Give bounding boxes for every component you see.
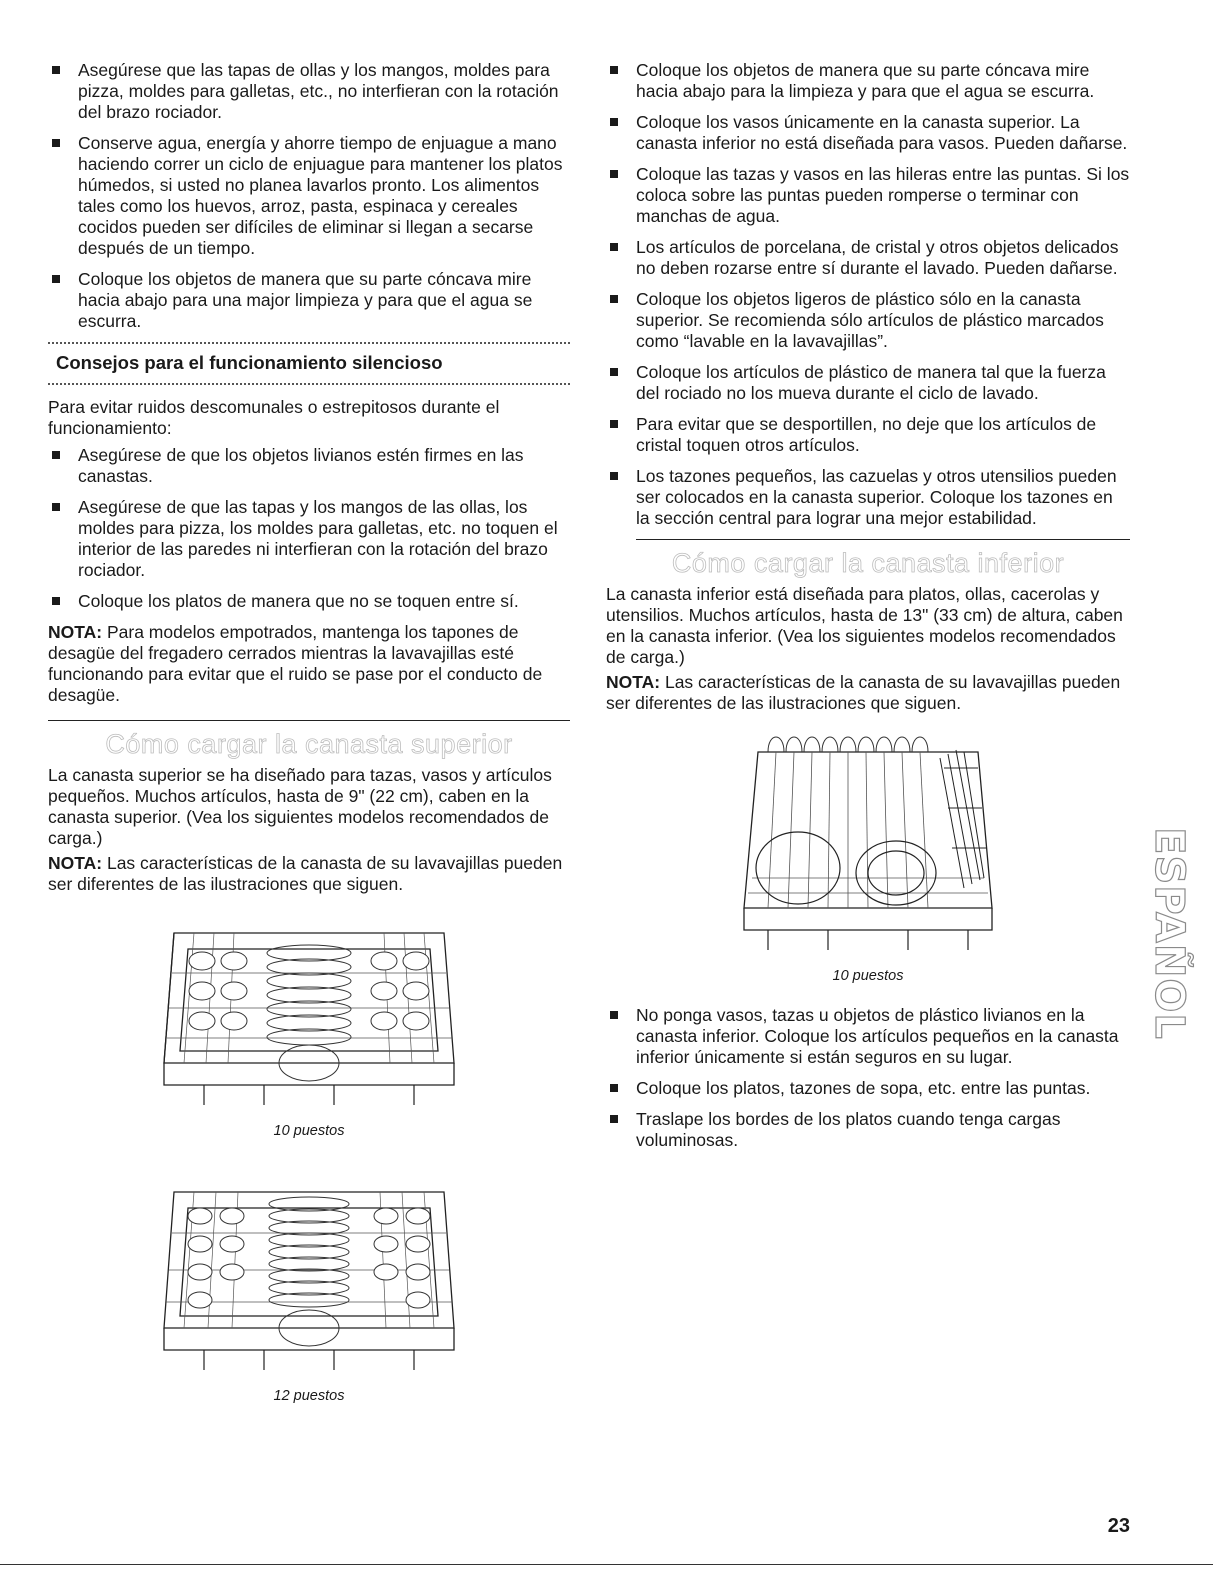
lower-rack-illustration bbox=[728, 728, 1008, 958]
list-item: Coloque los artículos de plástico de manera tal que la fuerza del rociado no los mueva durante el ciclo de lavado. bbox=[606, 362, 1130, 404]
left-column bbox=[48, 60, 570, 1407]
lower-rack-title: Cómo cargar la canasta inferior bbox=[671, 548, 1065, 578]
list-item: Coloque los vasos únicamente en la canasta superior. La canasta inferior no está diseñada para vasos. Pueden dañarse. bbox=[606, 112, 1130, 154]
footer-rule bbox=[0, 1564, 1213, 1565]
list-item: Coloque los platos de manera que no se toquen entre sí. bbox=[48, 591, 570, 612]
upper-rack-10-illustration bbox=[154, 913, 464, 1113]
nota-label: NOTA: bbox=[48, 853, 103, 873]
dotted-divider bbox=[48, 342, 570, 344]
nota-text: Las características de la canasta de su lavavajillas pueden ser diferentes de las ilustraciones que siguen. bbox=[606, 672, 1121, 713]
lower-rack-intro: La canasta inferior está diseñada para platos, ollas, cacerolas y utensilios. Muchos artículos, hasta de 13" (33 cm) de altura, caben en la canasta inferior. (Vea los siguientes modelos recomendados de carga.) bbox=[606, 584, 1123, 667]
list-item: Coloque los objetos de manera que su parte cóncava mire hacia abajo para la limpieza y para que el agua se escurra. bbox=[606, 60, 1130, 102]
upper-rack-12-illustration bbox=[154, 1178, 464, 1378]
upper-rack-title: Cómo cargar la canasta superior bbox=[105, 729, 513, 759]
figure-caption: 12 puestos bbox=[273, 1388, 345, 1404]
dotted-divider bbox=[48, 383, 570, 385]
section-divider bbox=[48, 720, 570, 721]
right-bottom-bullet-list bbox=[606, 1005, 1130, 1151]
language-side-tab bbox=[1145, 808, 1192, 1058]
list-item: No ponga vasos, tazas u objetos de plástico livianos en la canasta inferior. Coloque los artículos pequeños en la canasta inferior únicamente si están seguros en su lugar. bbox=[606, 1005, 1130, 1068]
list-item: Asegúrese de que las tapas y los mangos de las ollas, los moldes para pizza, los moldes para galletas, etc. no toquen el interior de las paredes ni interfieran con la rotación del brazo rociador. bbox=[48, 497, 570, 581]
nota-paragraph bbox=[606, 672, 1130, 714]
right-column bbox=[606, 60, 1130, 1161]
lower-rack-figure bbox=[606, 728, 1130, 987]
list-item: Coloque los platos, tazones de sopa, etc. entre las puntas. bbox=[606, 1078, 1130, 1099]
section-divider bbox=[636, 539, 1130, 540]
nota-paragraph bbox=[48, 853, 570, 895]
list-item: Traslape los bordes de los platos cuando tenga cargas voluminosas. bbox=[606, 1109, 1130, 1151]
upper-rack-12-figure bbox=[48, 1178, 570, 1407]
list-item: Los tazones pequeños, las cazuelas y otros utensilios pueden ser colocados en la canasta superior. Coloque los tazones en la sección central para lograr una mejor estabilidad. bbox=[606, 466, 1130, 529]
list-item: Los artículos de porcelana, de cristal y otros objetos delicados no deben rozarse entre sí durante el lavado. Pueden dañarse. bbox=[606, 237, 1130, 279]
list-item: Asegúrese de que los objetos livianos estén firmes en las canastas. bbox=[48, 445, 570, 487]
nota-paragraph bbox=[48, 622, 570, 706]
list-item: Coloque los objetos de manera que su parte cóncava mire hacia abajo para una major limpieza y para que el agua se escurra. bbox=[48, 269, 570, 332]
quiet-operation-heading: Consejos para el funcionamiento silencioso bbox=[56, 352, 443, 373]
nota-label: NOTA: bbox=[48, 622, 103, 642]
list-item: Conserve agua, energía y ahorre tiempo de enjuague a mano haciendo correr un ciclo de enjuague para mantener los platos húmedos, si usted no planea lavarlos pronto. Los alimentos tales como los huevos, arroz, pasta, espinaca y cereales cocidos pueden ser difíciles de eliminar si llegan a secarse después de un tiempo. bbox=[48, 133, 570, 259]
page-number: 23 bbox=[1107, 1515, 1130, 1537]
figure-caption: 10 puestos bbox=[832, 968, 904, 984]
left-top-bullet-list bbox=[48, 60, 570, 332]
language-label: ESPAÑOL bbox=[1145, 826, 1192, 1040]
quiet-bullet-list bbox=[48, 445, 570, 612]
nota-text: Las características de la canasta de su lavavajillas pueden ser diferentes de las ilustraciones que siguen. bbox=[48, 853, 563, 894]
nota-text: Para modelos empotrados, mantenga los tapones de desagüe del fregadero cerrados mientras la lavavajillas esté funcionando para evitar que el ruido se pase por el conducto de desagüe. bbox=[48, 622, 543, 705]
figure-caption: 10 puestos bbox=[273, 1123, 345, 1139]
list-item: Asegúrese que las tapas de ollas y los mangos, moldes para pizza, moldes para galletas, etc., no interfieran con la rotación del brazo rociador. bbox=[48, 60, 570, 123]
list-item: Coloque los objetos ligeros de plástico sólo en la canasta superior. Se recomienda sólo artículos de plástico marcados como “lavable en la lavavajillas”. bbox=[606, 289, 1130, 352]
quiet-intro: Para evitar ruidos descomunales o estrepitosos durante el funcionamiento: bbox=[48, 397, 500, 438]
list-item: Coloque las tazas y vasos en las hileras entre las puntas. Si los coloca sobre las puntas pueden romperse o terminar con manchas de agua. bbox=[606, 164, 1130, 227]
upper-rack-10-figure bbox=[48, 913, 570, 1142]
upper-rack-intro: La canasta superior se ha diseñado para tazas, vasos y artículos pequeños. Muchos artículos, hasta de 9" (22 cm), caben en la canasta superior. (Vea los siguientes modelos recomendados de carga.) bbox=[48, 765, 552, 848]
list-item: Para evitar que se desportillen, no deje que los artículos de cristal toquen otros artículos. bbox=[606, 414, 1130, 456]
nota-label: NOTA: bbox=[606, 672, 661, 692]
right-top-bullet-list bbox=[606, 60, 1130, 529]
